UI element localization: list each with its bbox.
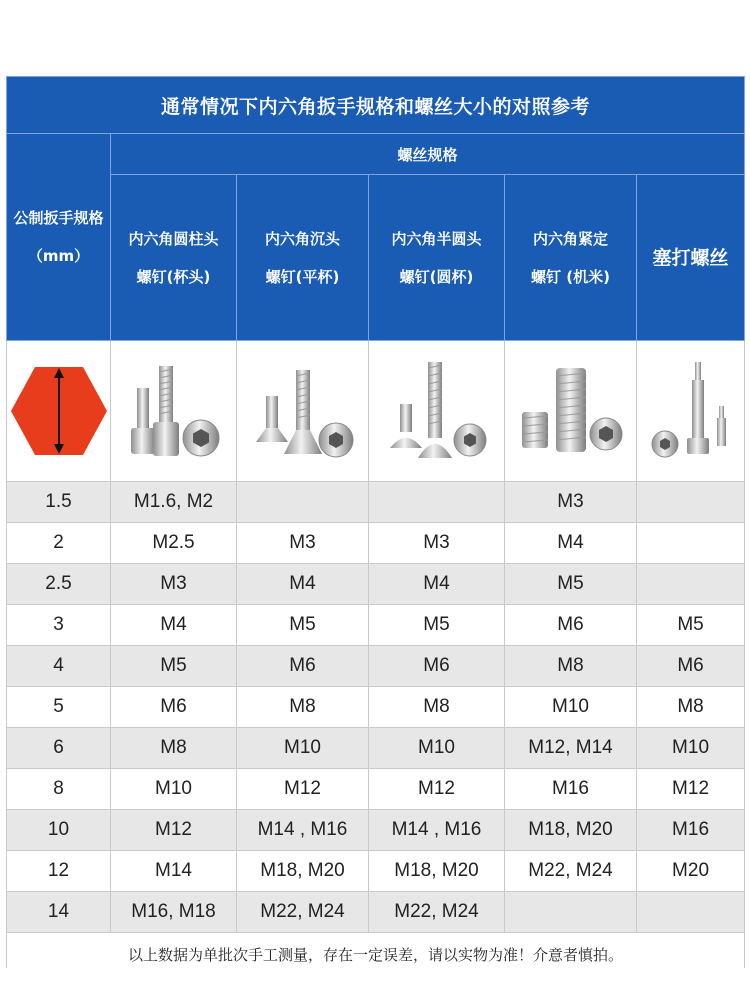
table-row	[7, 810, 745, 851]
wrench-size-cell: 4	[7, 646, 111, 687]
screw-size-cell: M8	[369, 687, 505, 728]
screw-size-cell: M12	[637, 769, 745, 810]
table-row	[7, 646, 745, 687]
screw-size-cell: M8	[111, 728, 237, 769]
top-margin	[0, 0, 750, 76]
screw-size-cell: M6	[237, 646, 369, 687]
screw-size-cell: M16	[505, 769, 637, 810]
wrench-size-cell: 5	[7, 687, 111, 728]
table-row	[7, 769, 745, 810]
bottom-margin	[0, 968, 750, 1000]
disclaimer-note: 以上数据为单批次手工测量，存在一定误差，请以实物为准！介意者慎拍。	[7, 933, 745, 976]
screw-size-cell: M20	[637, 851, 745, 892]
screw-size-cell: M5	[369, 605, 505, 646]
screw-size-cell: M10	[237, 728, 369, 769]
screw-size-cell: M6	[111, 687, 237, 728]
socket-cap-screw-icon	[119, 356, 229, 466]
wrench-size-cell: 2	[7, 523, 111, 564]
hex-key-image	[7, 341, 111, 482]
wrench-size-cell: 10	[7, 810, 111, 851]
screw-size-cell: M22, M24	[505, 851, 637, 892]
table-row	[7, 605, 745, 646]
column-header-line1: 内六角圆柱头	[128, 229, 219, 248]
set-screw-image	[505, 341, 637, 482]
screw-size-cell: M3	[505, 482, 637, 523]
screw-size-cell: M4	[369, 564, 505, 605]
screw-size-cell: M14 , M16	[369, 810, 505, 851]
wrench-size-cell: 14	[7, 892, 111, 933]
table-row	[7, 523, 745, 564]
screw-size-cell: M5	[237, 605, 369, 646]
wrench-size-cell: 12	[7, 851, 111, 892]
button-head-screw-icon	[382, 356, 492, 466]
screw-size-cell: M6	[369, 646, 505, 687]
table-row	[7, 892, 745, 933]
screw-size-cell: M14 , M16	[237, 810, 369, 851]
table-row	[7, 728, 745, 769]
table-title: 通常情况下内六角扳手规格和螺丝大小的对照参考	[7, 77, 745, 134]
screw-spec-group-header: 螺丝规格	[111, 134, 745, 175]
screw-size-cell: M6	[637, 646, 745, 687]
screw-size-cell: M4	[111, 605, 237, 646]
wrench-size-cell: 1.5	[7, 482, 111, 523]
column-header-line2: 螺钉 (机米)	[531, 267, 610, 286]
column-header-socket-cap	[111, 175, 237, 341]
screw-size-cell	[637, 564, 745, 605]
column-header-line1: 内六角紧定	[532, 229, 608, 248]
screw-size-cell	[637, 892, 745, 933]
screw-size-cell: M16	[637, 810, 745, 851]
screw-size-cell	[237, 482, 369, 523]
wrench-size-header: 公制扳手规格（mm）	[7, 134, 111, 341]
table-row	[7, 564, 745, 605]
countersunk-screw-image	[237, 341, 369, 482]
screw-size-cell: M5	[505, 564, 637, 605]
screw-size-cell: M4	[505, 523, 637, 564]
screw-size-cell: M8	[237, 687, 369, 728]
wrench-size-cell: 3	[7, 605, 111, 646]
column-header-line1: 塞打螺丝	[652, 246, 729, 269]
column-header-line2: 螺钉(圆杯)	[399, 267, 474, 286]
screw-size-cell: M12, M14	[505, 728, 637, 769]
screw-size-cell: M22, M24	[237, 892, 369, 933]
table-row	[7, 687, 745, 728]
column-header-set-screw	[505, 175, 637, 341]
screw-size-cell: M5	[637, 605, 745, 646]
table-row	[7, 851, 745, 892]
screw-size-cell	[637, 482, 745, 523]
column-header-countersunk	[237, 175, 369, 341]
screw-size-cell	[505, 892, 637, 933]
screw-size-cell: M18, M20	[237, 851, 369, 892]
screw-size-cell: M10	[369, 728, 505, 769]
column-header-line2: 螺钉(杯头)	[136, 267, 211, 286]
screw-size-cell: M3	[111, 564, 237, 605]
countersunk-screw-icon	[248, 356, 358, 466]
screw-size-cell: M18, M20	[369, 851, 505, 892]
button-head-screw-image	[369, 341, 505, 482]
column-header-line1: 内六角半圆头	[391, 229, 482, 248]
screw-size-cell: M14	[111, 851, 237, 892]
screw-size-cell: M2.5	[111, 523, 237, 564]
screw-size-cell: M3	[369, 523, 505, 564]
screw-size-cell: M3	[237, 523, 369, 564]
column-header-button-head	[369, 175, 505, 341]
screw-size-cell: M10	[111, 769, 237, 810]
wrench-size-cell: 2.5	[7, 564, 111, 605]
column-header-line1: 内六角沉头	[264, 229, 340, 248]
hex-key-icon	[9, 361, 109, 461]
reference-table	[6, 76, 745, 976]
screw-size-cell	[637, 523, 745, 564]
screw-size-cell: M10	[637, 728, 745, 769]
column-header-line2: 螺钉(平杯)	[265, 267, 340, 286]
wrench-size-cell: 8	[7, 769, 111, 810]
screw-size-cell: M12	[111, 810, 237, 851]
screw-size-cell: M8	[637, 687, 745, 728]
screw-size-cell: M8	[505, 646, 637, 687]
screw-size-cell: M10	[505, 687, 637, 728]
screw-size-cell: M18, M20	[505, 810, 637, 851]
screw-size-cell: M16, M18	[111, 892, 237, 933]
shoulder-screw-image	[637, 341, 745, 482]
wrench-size-cell: 6	[7, 728, 111, 769]
screw-size-cell: M22, M24	[369, 892, 505, 933]
shoulder-screw-icon	[643, 356, 739, 466]
set-screw-icon	[516, 356, 626, 466]
column-header-shoulder-screw	[637, 175, 745, 341]
table-row	[7, 482, 745, 523]
screw-size-cell: M5	[111, 646, 237, 687]
screw-size-cell: M1.6, M2	[111, 482, 237, 523]
screw-size-cell: M6	[505, 605, 637, 646]
screw-size-cell: M12	[369, 769, 505, 810]
screw-size-cell	[369, 482, 505, 523]
screw-size-cell: M4	[237, 564, 369, 605]
socket-cap-screw-image	[111, 341, 237, 482]
screw-size-cell: M12	[237, 769, 369, 810]
